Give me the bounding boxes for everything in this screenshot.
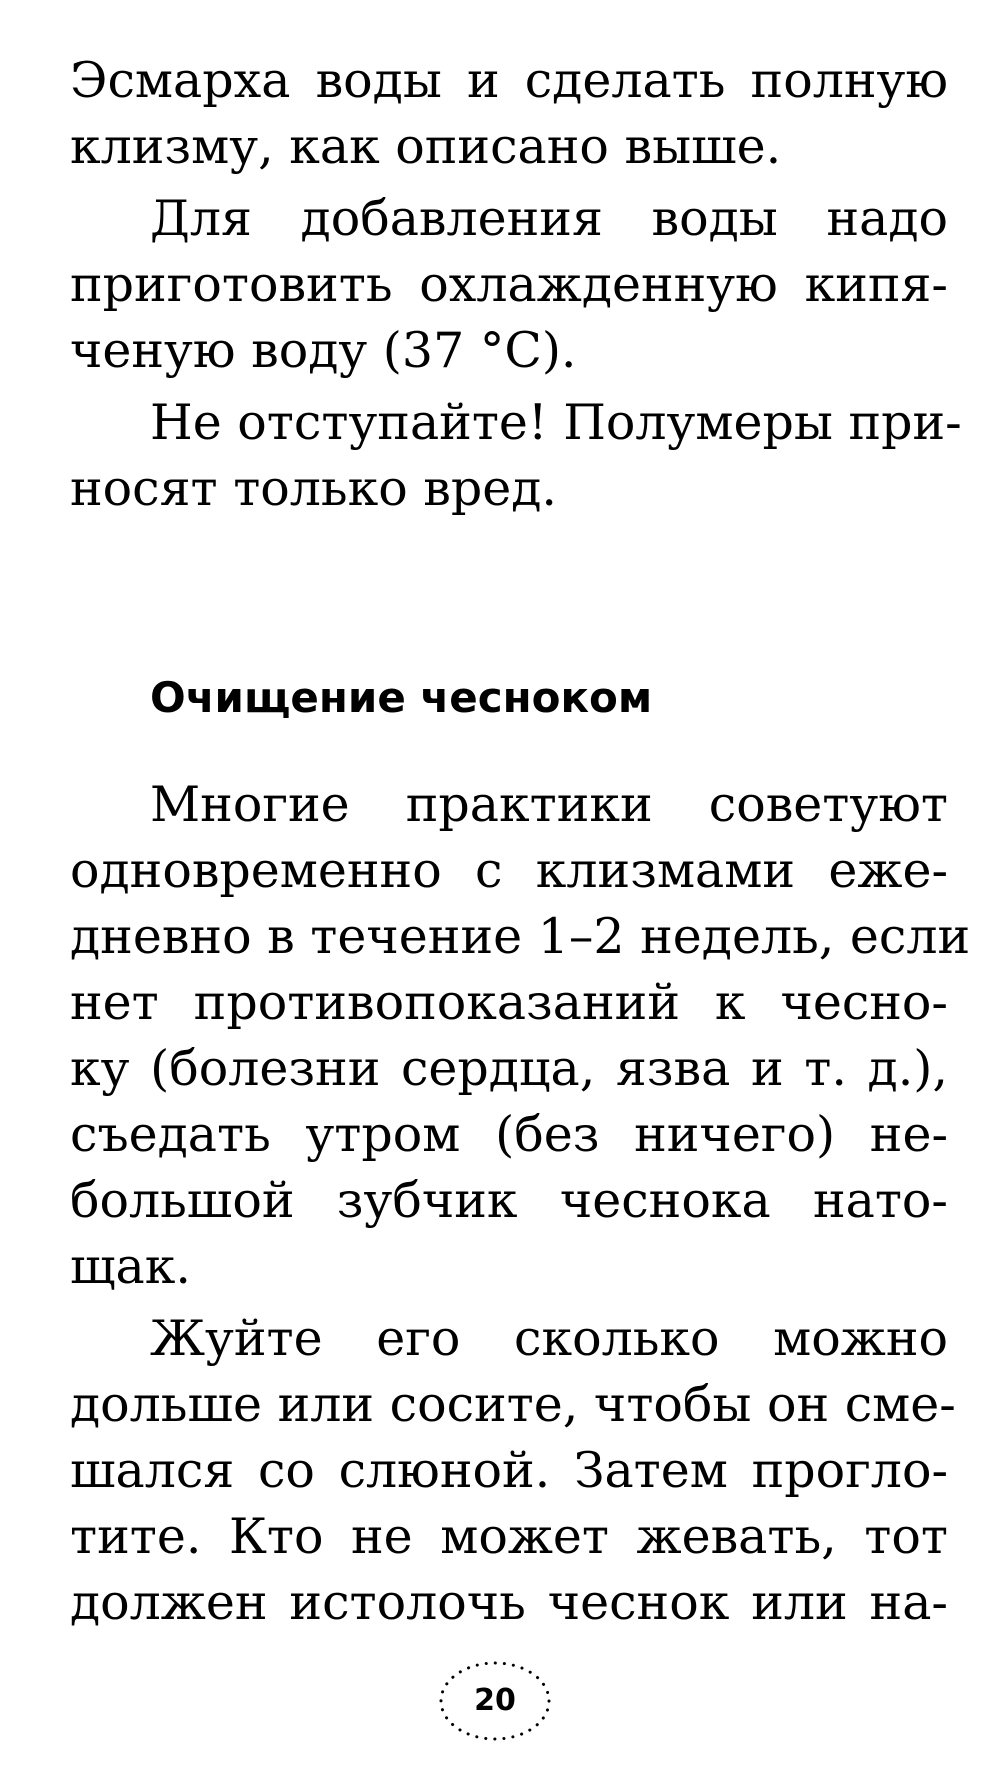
text-line: большой зубчик чеснока нато- — [70, 1172, 948, 1229]
paragraph-chewing — [70, 1306, 956, 1636]
text-line: Для добавления воды надо — [150, 190, 948, 247]
text-line: ченую воду (37 °C). — [70, 322, 577, 379]
paragraph-garlic — [70, 772, 971, 1300]
text-line: Многие практики советуют — [150, 776, 948, 833]
text-line: дольше или сосите, чтобы он сме- — [70, 1376, 956, 1433]
text-line: одновременно с клизмами еже- — [70, 842, 948, 899]
text-line: ку (болезни сердца, язва и т. д.), — [70, 1040, 948, 1097]
text-line: съедать утром (без ничего) не- — [70, 1106, 948, 1163]
text-line: приготовить охлажденную кипя- — [70, 256, 948, 313]
text-line: Жуйте его сколько можно — [150, 1310, 948, 1367]
paragraph-advice — [70, 390, 962, 522]
page-number-badge — [435, 1658, 555, 1744]
paragraph-water — [70, 186, 948, 384]
page-number: 20 — [474, 1683, 516, 1718]
text-line: Не отступайте! Полумеры при- — [150, 394, 962, 451]
paragraph-continuation — [70, 48, 948, 180]
text-line: Эсмарха воды и сделать полную — [70, 52, 948, 109]
section-heading: Очищение чесноком — [150, 673, 653, 722]
text-line: нет противопоказаний к чесно- — [70, 974, 948, 1031]
text-line: щак. — [70, 1238, 191, 1295]
text-line: шался со слюной. Затем прогло- — [70, 1442, 948, 1499]
text-line: клизму, как описано выше. — [70, 118, 782, 175]
text-line: носят только вред. — [70, 460, 558, 517]
text-line: тите. Кто не может жевать, тот — [70, 1508, 948, 1565]
text-line: дневно в течение 1–2 недель, если — [70, 908, 971, 965]
text-line: должен истолочь чеснок или на- — [70, 1574, 948, 1631]
